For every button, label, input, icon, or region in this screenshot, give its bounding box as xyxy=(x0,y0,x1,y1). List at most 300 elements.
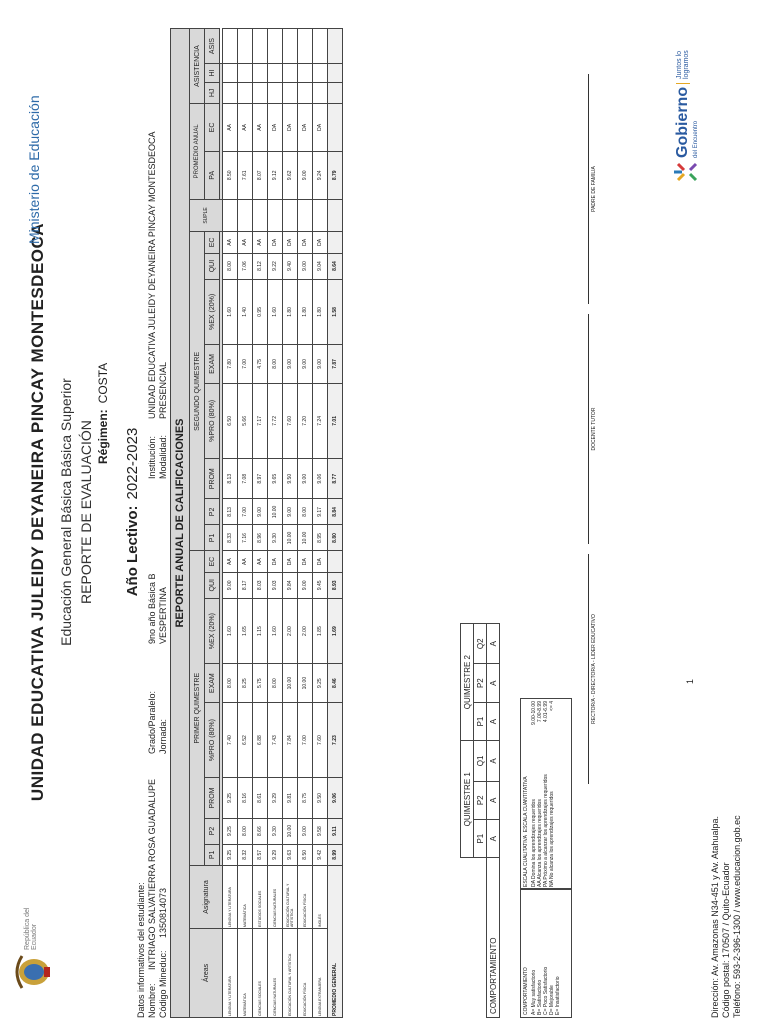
attendance-cell xyxy=(268,82,283,103)
subject-cell: EDUCACIÓN FÍSICA xyxy=(298,866,313,929)
term2-average-cell: 7.01 xyxy=(328,383,343,459)
grade-row xyxy=(283,29,298,1018)
term2-grade-cell: 8.33 xyxy=(223,525,238,551)
regimen xyxy=(96,363,110,464)
attendance-header: ASISTENCIA xyxy=(190,29,205,104)
term1-grade-cell: 1.15 xyxy=(253,598,268,664)
term2-grade-cell: 8.00 xyxy=(223,253,238,279)
footer-phone: Teléfono: 593-2-396-1300 / www.educacion.gob.ec xyxy=(732,815,742,1018)
grade-label: Grado/Paralelo: xyxy=(147,690,157,754)
behavior-col-header: Q2 xyxy=(474,624,487,664)
term2-grade-cell: 7.24 xyxy=(313,383,328,459)
attendance-cell xyxy=(313,82,328,103)
term2-col-header: PROM xyxy=(205,459,220,499)
annual-average-cell: 9.00 xyxy=(298,151,313,199)
footer-address-block xyxy=(710,815,743,1018)
behavior-values xyxy=(487,624,500,1018)
area-cell: LENGUA EXTRANJERA xyxy=(313,929,328,1018)
term1-grade-cell: 5.75 xyxy=(253,664,268,702)
logo-caption: República del Ecuador xyxy=(24,907,38,950)
empty-cell xyxy=(328,64,343,82)
term2-grade-cell: 7.60 xyxy=(283,383,298,459)
attendance-cell xyxy=(223,64,238,82)
grade-row xyxy=(253,29,268,1018)
footer-postal: Código postal: 170507 / Quito-Ecuador xyxy=(721,862,731,1018)
area-cell: MATEMÁTICA xyxy=(238,929,253,1018)
term1-grade-cell: 8.25 xyxy=(238,664,253,702)
government-logo-icon xyxy=(672,160,702,184)
term2-average-cell: 1.58 xyxy=(328,279,343,345)
behavior-col-header: P2 xyxy=(474,781,487,819)
grade-row xyxy=(313,29,328,1018)
year-label: Año Lectivo: xyxy=(124,505,141,597)
annual-ec-cell: AA xyxy=(223,104,238,152)
attendance-col-header: ASIS xyxy=(205,29,220,64)
institution-label: Institución: xyxy=(147,435,157,479)
term1-col-header: EC xyxy=(205,551,220,572)
year-value: 2022-2023 xyxy=(124,427,141,500)
behavior-value-cell: A xyxy=(487,664,500,702)
term1-grade-cell: 8.75 xyxy=(298,778,313,818)
parent-signature-line xyxy=(588,74,589,304)
code-label: Código Mineduc: xyxy=(158,950,168,1018)
term2-grade-cell: 9.00 xyxy=(298,253,313,279)
general-average-row xyxy=(328,29,343,1018)
term2-grade-cell: 9.30 xyxy=(268,525,283,551)
term2-grade-cell: DA xyxy=(313,232,328,253)
program-title: Educación General Básica Básica Superior xyxy=(58,378,74,646)
term1-average-cell: 1.69 xyxy=(328,598,343,664)
term2-grade-cell: AA xyxy=(223,232,238,253)
term2-grade-cell: 7.72 xyxy=(268,383,283,459)
supl-cell xyxy=(253,199,268,232)
subject-cell: MATEMÁTICA xyxy=(238,866,253,929)
term2-grade-cell: 8.13 xyxy=(223,459,238,499)
term1-grade-cell: 1.60 xyxy=(268,598,283,664)
subject-cell: INGLÉS xyxy=(313,866,328,929)
annual-ec-cell: DA xyxy=(283,104,298,152)
term2-grade-cell: 7.17 xyxy=(253,383,268,459)
term2-grade-cell: AA xyxy=(238,232,253,253)
term1-grade-cell: 7.00 xyxy=(298,702,313,778)
first-term-header: PRIMER QUIMESTRE xyxy=(190,551,205,866)
term1-grade-cell: 8.57 xyxy=(253,844,268,865)
behavior-col-header: P1 xyxy=(474,702,487,740)
subject-header: Asignatura xyxy=(190,866,223,929)
area-cell: CIENCIAS SOCIALES xyxy=(253,929,268,1018)
term1-grade-cell: 9.45 xyxy=(313,572,328,598)
area-cell: EDUCACIÓN FÍSICA xyxy=(298,929,313,1018)
attendance-cell xyxy=(268,64,283,82)
institution-row xyxy=(147,131,157,479)
term1-grade-cell: AA xyxy=(238,551,253,572)
quantitative-scale-range: 4.01-6.99 xyxy=(543,701,549,723)
second-term-header: SEGUNDO QUIMESTRE xyxy=(190,232,205,551)
report-type: REPORTE DE EVALUACIÓN xyxy=(78,420,94,604)
term1-grade-cell: 9.29 xyxy=(268,778,283,818)
term1-grade-cell: 9.00 xyxy=(298,818,313,844)
term2-col-header: %EX (20%) xyxy=(205,279,220,345)
empty-cell xyxy=(328,82,343,103)
attendance-cell xyxy=(313,29,328,64)
term2-col-header: %PRO (80%) xyxy=(205,383,220,459)
general-average-label: PROMEDIO GENERAL xyxy=(328,866,343,1018)
grades-body xyxy=(223,29,343,1018)
annual-average-cell: 8.07 xyxy=(253,151,268,199)
supl-cell xyxy=(223,199,238,232)
quant-title: ESCALA CUANTITATIVA xyxy=(523,776,529,833)
government-logo xyxy=(668,24,712,184)
term1-grade-cell: 7.84 xyxy=(283,702,298,778)
term2-grade-cell: 8.97 xyxy=(253,459,268,499)
term1-grade-cell: 2.00 xyxy=(283,598,298,664)
term2-grade-cell: 7.16 xyxy=(238,525,253,551)
term1-grade-cell: 8.32 xyxy=(238,844,253,865)
behavior-scale-item: C= Poco Satisfactorio xyxy=(543,966,549,1015)
term1-average-cell: 9.11 xyxy=(328,818,343,844)
qualitative-scale-items xyxy=(531,699,555,889)
term1-grade-cell: DA xyxy=(313,551,328,572)
term1-grade-cell: 1.65 xyxy=(238,598,253,664)
term2-col-header: QUI xyxy=(205,253,220,279)
annual-ec-cell: DA xyxy=(268,104,283,152)
behavior-value-cell: A xyxy=(487,702,500,740)
attendance-cell xyxy=(313,64,328,82)
supl-cell xyxy=(238,199,253,232)
term1-average-cell: 7.23 xyxy=(328,702,343,778)
behavior-q2-header: QUIMESTRE 2 xyxy=(461,624,474,741)
term2-average-cell: 8.80 xyxy=(328,525,343,551)
attendance-cell xyxy=(283,29,298,64)
attendance-cell xyxy=(238,64,253,82)
rector-signature-label: RECTOR/A - DIRECTOR/A - LIDER EDUCATIVO xyxy=(591,614,597,724)
term1-grade-cell: 7.60 xyxy=(313,702,328,778)
attendance-cell xyxy=(298,29,313,64)
term2-grade-cell: 1.80 xyxy=(298,279,313,345)
student-name-row xyxy=(147,779,157,1018)
annual-average-cell: 9.24 xyxy=(313,151,328,199)
term1-col-header: QUI xyxy=(205,572,220,598)
term2-grade-cell: 0.95 xyxy=(253,279,268,345)
term1-average-cell: 9.06 xyxy=(328,778,343,818)
government-logo-text: Gobierno xyxy=(674,86,691,158)
parent-signature-label: PADRE DE FAMILIA xyxy=(591,166,597,212)
behavior-scale-item: A= Muy satisfactorio xyxy=(531,969,537,1015)
annual-average-cell: 8.50 xyxy=(223,151,238,199)
behavior-scale-items xyxy=(531,889,561,1017)
term1-grade-cell: 9.50 xyxy=(313,778,328,818)
annual-general-average-cell: 8.79 xyxy=(328,151,343,199)
attendance-cell xyxy=(283,82,298,103)
supl-cell xyxy=(283,199,298,232)
behavior-col-header: Q1 xyxy=(474,741,487,781)
term1-grade-cell: 9.29 xyxy=(268,844,283,865)
supl-cell xyxy=(268,199,283,232)
term2-grade-cell: 8.00 xyxy=(298,499,313,525)
term2-grade-cell: 9.40 xyxy=(283,253,298,279)
term1-col-header: P2 xyxy=(205,818,220,844)
school-title: UNIDAD EDUCATIVA JULEIDY DEYANEIRA PINCAY MONTESDEOCA xyxy=(28,222,47,802)
behavior-label: COMPORTAMIENTO xyxy=(487,858,500,1018)
term1-grade-cell: 8.17 xyxy=(238,572,253,598)
term2-grade-cell: 4.75 xyxy=(253,345,268,383)
term1-average-cell xyxy=(328,551,343,572)
quantitative-scale-range: 7.00-8.99 xyxy=(537,701,543,723)
term2-grade-cell: DA xyxy=(298,232,313,253)
rector-signature-line xyxy=(588,554,589,784)
term1-grade-cell: 7.43 xyxy=(268,702,283,778)
attendance-col-header: HI xyxy=(205,64,220,82)
page-number: 1 xyxy=(685,678,695,684)
term1-grade-cell: 8.61 xyxy=(253,778,268,818)
attendance-cell xyxy=(238,82,253,103)
term1-grade-cell: AA xyxy=(223,551,238,572)
term1-grade-cell: DA xyxy=(283,551,298,572)
term2-average-cell: 8.77 xyxy=(328,459,343,499)
term1-grade-cell: 6.52 xyxy=(238,702,253,778)
attendance-cell xyxy=(238,29,253,64)
term2-grade-cell: 5.66 xyxy=(238,383,253,459)
institution-value: UNIDAD EDUCATIVA JULEIDY DEYANEIRA PINCAY MONTESDEOCA xyxy=(147,131,157,419)
annual-ec-cell: DA xyxy=(313,104,328,152)
attendance-cell xyxy=(253,64,268,82)
annual-col-header: EC xyxy=(205,104,220,152)
behavior-scale-item: D= Mejorable xyxy=(549,985,555,1015)
qualitative-scale-header xyxy=(521,699,531,889)
term2-grade-cell: DA xyxy=(283,232,298,253)
term2-grade-cell: 7.80 xyxy=(223,345,238,383)
term1-grade-cell: 8.00 xyxy=(238,818,253,844)
term1-col-header: PROM xyxy=(205,778,220,818)
attendance-cell xyxy=(253,29,268,64)
term1-grade-cell: AA xyxy=(253,551,268,572)
term2-grade-cell: 9.17 xyxy=(313,499,328,525)
term1-grade-cell: 9.25 xyxy=(313,664,328,702)
grade-row xyxy=(223,29,238,1018)
behavior-value-cell: A xyxy=(487,741,500,781)
term2-grade-cell: 7.00 xyxy=(238,345,253,383)
term2-grade-cell: AA xyxy=(253,232,268,253)
term1-average-cell: 8.99 xyxy=(328,844,343,865)
term1-grade-cell: 9.63 xyxy=(283,844,298,865)
term1-grade-cell: 7.40 xyxy=(223,702,238,778)
term2-grade-cell: 1.60 xyxy=(223,279,238,345)
annual-col-header: PA xyxy=(205,151,220,199)
grade-row xyxy=(298,29,313,1018)
qualitative-scale xyxy=(520,698,572,890)
term1-grade-cell: 1.85 xyxy=(313,598,328,664)
quantitative-scale-range: 9.00-10.00 xyxy=(531,701,537,725)
term1-grade-cell: 10.00 xyxy=(298,664,313,702)
term1-grade-cell: 8.66 xyxy=(253,818,268,844)
term2-grade-cell: 8.12 xyxy=(253,253,268,279)
term1-grade-cell: 8.00 xyxy=(223,664,238,702)
report-title: REPORTE ANUAL DE CALIFICACIONES xyxy=(171,29,190,1018)
term1-col-header: %PRO (80%) xyxy=(205,702,220,778)
term2-grade-cell: 9.50 xyxy=(283,459,298,499)
term2-grade-cell: 9.00 xyxy=(253,499,268,525)
attendance-cell xyxy=(223,29,238,64)
term1-grade-cell: DA xyxy=(298,551,313,572)
attendance-col-header: HJ xyxy=(205,82,220,103)
government-slogan: Juntos lo logramos xyxy=(676,39,690,84)
term2-grade-cell: 7.00 xyxy=(238,499,253,525)
term2-average-cell xyxy=(328,232,343,253)
areas-header: Áreas xyxy=(190,929,223,1018)
shift-value: VESPERTINA xyxy=(158,587,168,644)
term1-grade-cell: 2.00 xyxy=(298,598,313,664)
modality-row xyxy=(158,362,168,479)
supl-cell xyxy=(298,199,313,232)
term2-col-header: P1 xyxy=(205,525,220,551)
qualitative-scale-item xyxy=(549,701,555,887)
qualitative-scale-text: DA Domina los aprendizajes requeridos xyxy=(531,799,537,887)
term1-grade-cell: 9.25 xyxy=(223,818,238,844)
term1-grade-cell: 9.00 xyxy=(223,572,238,598)
term1-grade-cell: 9.81 xyxy=(283,778,298,818)
subject-cell: EDUCACIÓN CULTURAL Y ARTÍSTICA xyxy=(283,866,298,929)
term1-grade-cell: 9.30 xyxy=(268,818,283,844)
behavior-scale-item: E= Insatisfactorio xyxy=(555,976,561,1015)
term1-grade-cell: 8.16 xyxy=(238,778,253,818)
term2-col-header: EC xyxy=(205,232,220,253)
term2-grade-cell: 9.00 xyxy=(298,459,313,499)
school-year xyxy=(124,0,141,1024)
student-code-row xyxy=(158,888,168,1018)
term1-grade-cell: 9.25 xyxy=(223,778,238,818)
term1-grade-cell: 8.50 xyxy=(298,844,313,865)
behavior-scale xyxy=(520,888,572,1018)
area-cell: LENGUA Y LITERATURA xyxy=(223,929,238,1018)
term2-grade-cell: 1.80 xyxy=(283,279,298,345)
supl-cell xyxy=(328,199,343,232)
term2-col-header: EXAM xyxy=(205,345,220,383)
term1-col-header: EXAM xyxy=(205,664,220,702)
term2-grade-cell: 7.06 xyxy=(238,253,253,279)
term1-grade-cell: 6.88 xyxy=(253,702,268,778)
attendance-cell xyxy=(298,64,313,82)
ministry-title: Ministerio de Educación xyxy=(26,95,42,244)
modality-label: Modalidad: xyxy=(158,434,168,479)
term2-grade-cell: 8.13 xyxy=(223,499,238,525)
behavior-scale-title: COMPORTAMIENTO xyxy=(523,967,529,1015)
area-cell: EDUCACIÓN CULTURAL Y ARTÍSTICA xyxy=(283,929,298,1018)
term2-grade-cell: 10.00 xyxy=(283,525,298,551)
term2-grade-cell: 9.00 xyxy=(283,499,298,525)
term2-grade-cell: 9.00 xyxy=(283,345,298,383)
subject-cell: LENGUA Y LITERATURA xyxy=(223,866,238,929)
footer-address: Dirección: Av. Amazonas N34-451 y Av. Atahualpa. xyxy=(710,816,720,1018)
subject-cell: ESTUDIOS SOCIALES xyxy=(253,866,268,929)
attendance-cell xyxy=(298,82,313,103)
behavior-q1-header: QUIMESTRE 1 xyxy=(461,741,474,858)
term2-grade-cell: 10.00 xyxy=(298,525,313,551)
qualitative-scale-text: AA Alcanza los aprendizajes requeridos xyxy=(537,799,543,887)
grade-row xyxy=(268,29,283,1018)
quantitative-scale-range: <= 4 xyxy=(549,701,555,712)
annual-ec-cell: DA xyxy=(298,104,313,152)
term1-grade-cell: 8.03 xyxy=(253,572,268,598)
annual-average-cell: 9.12 xyxy=(268,151,283,199)
behavior-col-header: P1 xyxy=(474,819,487,857)
annual-ec-cell: AA xyxy=(253,104,268,152)
behavior-scale-item: B= Satisfactorio xyxy=(537,979,543,1015)
qualitative-scale-text: NA No alcanza los aprendizajes requeridos xyxy=(549,791,555,887)
term2-grade-cell: 1.40 xyxy=(238,279,253,345)
term2-grade-cell: DA xyxy=(268,232,283,253)
behavior-col-header: P2 xyxy=(474,664,487,702)
term1-grade-cell: 9.00 xyxy=(298,572,313,598)
annual-average-cell: 9.62 xyxy=(283,151,298,199)
teacher-signature-label: DOCENTE TUTOR xyxy=(591,407,597,451)
behavior-value-cell: A xyxy=(487,781,500,819)
term2-average-cell: 8.84 xyxy=(328,499,343,525)
grade-row xyxy=(147,573,157,754)
term2-grade-cell: 6.50 xyxy=(223,383,238,459)
grade-row xyxy=(238,29,253,1018)
behavior-value-cell: A xyxy=(487,819,500,857)
code-value: 1350814073 xyxy=(158,887,168,938)
term2-grade-cell: 9.00 xyxy=(298,345,313,383)
teacher-signature-line xyxy=(588,314,589,544)
subject-cell: CIENCIAS NATURALES xyxy=(268,866,283,929)
term2-grade-cell: 9.06 xyxy=(313,459,328,499)
government-logo-subtext: del Encuentro xyxy=(693,120,699,158)
grade-value: 9no año Básica B xyxy=(147,573,157,644)
term1-col-header: %EX (20%) xyxy=(205,598,220,664)
term1-grade-cell: 1.60 xyxy=(223,598,238,664)
term2-grade-cell: 9.22 xyxy=(268,253,283,279)
term1-average-cell: 8.46 xyxy=(328,664,343,702)
term2-grade-cell: 7.08 xyxy=(238,459,253,499)
term2-grade-cell: 10.00 xyxy=(268,499,283,525)
behavior-table xyxy=(460,623,500,1018)
term2-grade-cell: 8.00 xyxy=(268,345,283,383)
term1-grade-cell: 9.25 xyxy=(223,844,238,865)
term2-average-cell: 8.64 xyxy=(328,253,343,279)
term1-grade-cell: 9.58 xyxy=(313,818,328,844)
term2-col-header: P2 xyxy=(205,499,220,525)
term2-grade-cell: 9.00 xyxy=(313,345,328,383)
term1-grade-cell: 9.03 xyxy=(268,572,283,598)
term1-grade-cell: 9.84 xyxy=(283,572,298,598)
term2-grade-cell: 7.20 xyxy=(298,383,313,459)
term2-grade-cell: 9.65 xyxy=(268,459,283,499)
qual-title: ESCALA CUALITATIVA xyxy=(523,835,529,887)
term1-grade-cell: DA xyxy=(268,551,283,572)
attendance-cell xyxy=(223,82,238,103)
term1-col-header: P1 xyxy=(205,844,220,865)
regimen-value: COSTA xyxy=(96,362,110,404)
annual-average-cell: 7.61 xyxy=(238,151,253,199)
empty-cell xyxy=(328,29,343,64)
empty-cell xyxy=(328,104,343,152)
attendance-cell xyxy=(253,82,268,103)
area-cell: CIENCIAS NATURALES xyxy=(268,929,283,1018)
term2-average-cell: 7.87 xyxy=(328,345,343,383)
supl-cell xyxy=(313,199,328,232)
regimen-label: Régimen: xyxy=(96,409,110,464)
attendance-cell xyxy=(283,64,298,82)
shift-label: Jornada: xyxy=(158,718,168,754)
term2-grade-cell: 8.95 xyxy=(313,525,328,551)
term1-grade-cell: 10.00 xyxy=(283,818,298,844)
name-value: INTRIAGO SALVATIERRA ROSA GUADALUPE xyxy=(147,778,157,970)
attendance-cell xyxy=(268,29,283,64)
supl-header: SUPLE xyxy=(190,199,223,232)
term1-average-cell: 8.93 xyxy=(328,572,343,598)
term1-grade-cell: 8.00 xyxy=(268,664,283,702)
